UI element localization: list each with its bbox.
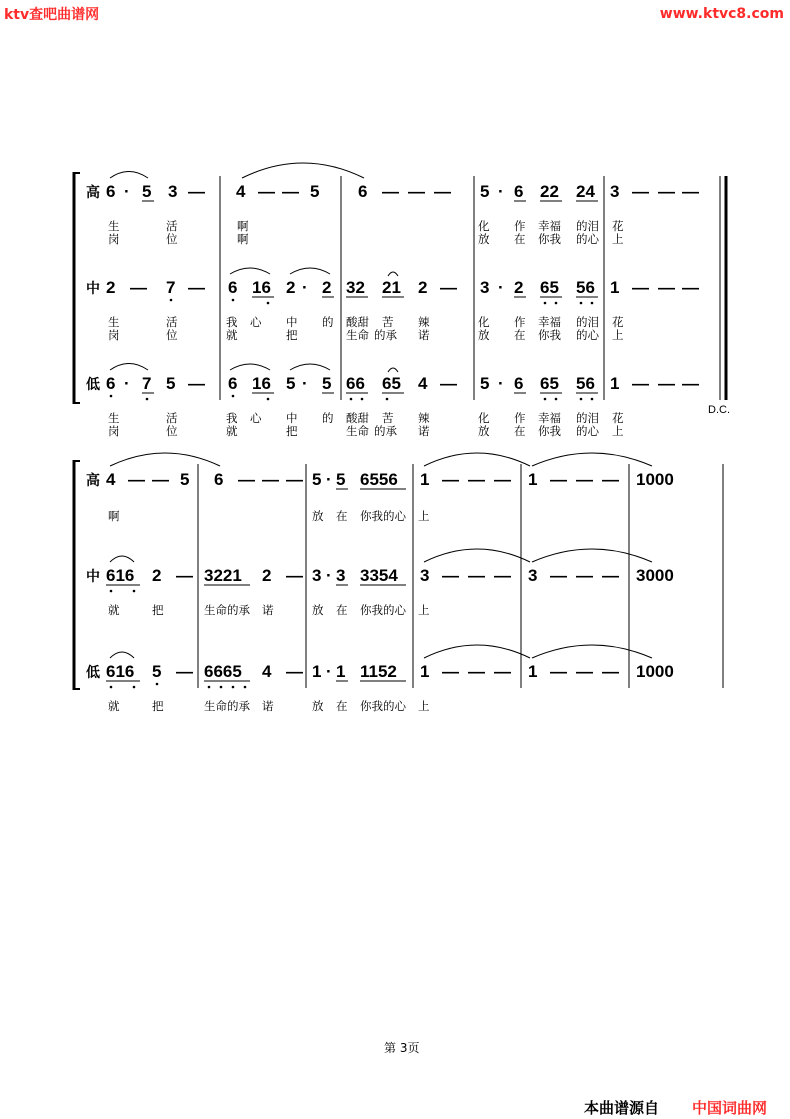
lyric: 诺 (418, 426, 430, 438)
note: 2 (286, 278, 296, 297)
tie (110, 453, 220, 466)
lyric: 在 (514, 426, 526, 438)
note: 6556 (360, 470, 398, 489)
note: 5 (180, 470, 190, 489)
dash: — (632, 182, 649, 201)
dash: — (408, 182, 425, 201)
dash: — (494, 566, 511, 585)
note: 1152 (360, 662, 397, 681)
note: 65 (540, 278, 559, 297)
dash: — (576, 662, 593, 681)
lyric: 辣 (418, 413, 430, 425)
lyric: 放 (312, 605, 324, 617)
lyric: 生 (108, 221, 120, 233)
note: 56 (576, 278, 595, 297)
lyrics-high (108, 219, 624, 246)
note: 1 (528, 470, 538, 489)
voice-label-high: 高 (86, 473, 100, 489)
note: 5 (312, 470, 322, 489)
dot: · (124, 182, 130, 201)
dot: · (124, 374, 130, 393)
lyric: 幸福 (538, 317, 561, 329)
lyric: 花 (612, 221, 624, 233)
lyric: 就 (226, 330, 238, 342)
lyric: 把 (152, 605, 164, 617)
note: 4 (106, 470, 116, 489)
note: 616 (106, 662, 135, 681)
tie (424, 645, 530, 658)
lyric: 上 (418, 701, 430, 713)
note: 3 (336, 566, 346, 585)
note: 2 (322, 278, 332, 297)
octave-dot (110, 590, 113, 593)
octave-dot (544, 302, 547, 305)
note: 3 (480, 278, 490, 297)
lyric: 生命的承 (204, 701, 250, 713)
lyrics-low (108, 699, 430, 713)
lyric: 心 (250, 413, 262, 425)
dash: — (550, 470, 567, 489)
slur (388, 368, 398, 372)
lyric: 你我 (538, 330, 561, 342)
lyric: 我 (226, 413, 238, 425)
dash: — (188, 374, 205, 393)
dash: — (176, 566, 193, 585)
footer-source-label: 本曲谱源自 (584, 1099, 660, 1117)
tie (424, 549, 530, 562)
octave-dot (156, 683, 159, 686)
dash: — (152, 470, 169, 489)
lyric: 的心 (576, 426, 599, 438)
lyric: 幸福 (538, 221, 561, 233)
octave-dot (591, 302, 594, 305)
dash: — (130, 278, 147, 297)
slur (388, 272, 398, 276)
dash: — (262, 470, 279, 489)
lyric: 作 (514, 221, 526, 233)
dash: — (682, 374, 699, 393)
octave-dot (133, 686, 136, 689)
lyric: 位 (166, 330, 178, 342)
octave-dot (220, 686, 223, 689)
note: 1 (528, 662, 538, 681)
note: 3 (528, 566, 538, 585)
tie (242, 163, 364, 178)
page-number: 第 3页 (384, 1041, 420, 1055)
lyric: 的 (322, 413, 334, 425)
note: 65 (540, 374, 559, 393)
slur (110, 172, 148, 179)
dash: — (632, 278, 649, 297)
note: 6 (228, 278, 238, 297)
dash: — (176, 662, 193, 681)
lyric: 就 (226, 426, 238, 438)
lyric: 花 (612, 413, 624, 425)
note: 3221 (204, 566, 242, 585)
dash: — (602, 470, 619, 489)
note: 616 (106, 566, 135, 585)
octave-dot (244, 686, 247, 689)
dash: — (468, 566, 485, 585)
dash: — (286, 662, 303, 681)
lyric: 上 (612, 234, 624, 246)
dash: — (440, 278, 457, 297)
lyric: 就 (108, 605, 120, 617)
right-watermark: www.ktvc8.com (659, 6, 784, 22)
octave-dot (544, 398, 547, 401)
note: 5 (152, 662, 162, 681)
lyric: 花 (612, 317, 624, 329)
lyric: 啊 (237, 221, 249, 233)
note: 6 (514, 374, 524, 393)
octave-dot (361, 398, 364, 401)
note: 5 (480, 182, 490, 201)
dash: — (442, 470, 459, 489)
lyric: 诺 (262, 701, 274, 713)
dot: · (302, 278, 308, 297)
tie (532, 645, 652, 658)
octave-dot (110, 395, 113, 398)
octave-dot (350, 398, 353, 401)
lyrics-mid (108, 603, 430, 617)
tie (532, 453, 652, 466)
dash: — (188, 182, 205, 201)
slur (290, 364, 330, 370)
lyric: 生命的承 (204, 605, 250, 617)
dash: — (632, 374, 649, 393)
note: 1000 (636, 470, 674, 489)
voice-label-high: 高 (86, 185, 100, 201)
lyric: 酸甜 (346, 413, 369, 425)
octave-dot (133, 590, 136, 593)
dash: — (188, 278, 205, 297)
lyric: 化 (478, 221, 490, 233)
octave-dot (580, 302, 583, 305)
lyric: 苦 (382, 413, 394, 425)
dot: · (498, 278, 504, 297)
dash: — (434, 182, 451, 201)
dash: — (682, 182, 699, 201)
left-watermark: ktv查吧曲谱网 (4, 7, 100, 23)
dash: — (442, 566, 459, 585)
lyric: 放 (312, 511, 324, 523)
lyric: 的泪 (576, 413, 599, 425)
lyric: 上 (418, 605, 430, 617)
lyric: 作 (514, 413, 526, 425)
lyric: 你我 (538, 234, 561, 246)
lyric: 心 (250, 317, 262, 329)
dash: — (442, 662, 459, 681)
lyric: 把 (152, 701, 164, 713)
note: 1 (610, 374, 620, 393)
note: 56 (576, 374, 595, 393)
dc-marking: D.C. (708, 404, 730, 416)
lyric: 生 (108, 413, 120, 425)
dot: · (326, 566, 332, 585)
lyric: 位 (166, 234, 178, 246)
lyric: 酸甜 (346, 317, 369, 329)
lyric: 的 (322, 317, 334, 329)
dot: · (498, 374, 504, 393)
octave-dot (267, 398, 270, 401)
dash: — (494, 662, 511, 681)
lyric: 的泪 (576, 221, 599, 233)
note: 3 (610, 182, 620, 201)
lyric: 活 (166, 317, 178, 329)
lyric: 化 (478, 413, 490, 425)
lyric: 诺 (418, 330, 430, 342)
note: 6 (214, 470, 224, 489)
lyric: 在 (336, 511, 348, 523)
lyric: 辣 (418, 317, 430, 329)
note: 1 (420, 470, 430, 489)
note: 5 (142, 182, 152, 201)
lyric: 上 (612, 426, 624, 438)
lyric: 放 (312, 701, 324, 713)
dash: — (658, 182, 675, 201)
dash: — (468, 470, 485, 489)
lyric: 啊 (237, 234, 249, 246)
lyric: 诺 (262, 605, 274, 617)
octave-dot (555, 398, 558, 401)
dash: — (576, 470, 593, 489)
dash: — (550, 662, 567, 681)
note: 65 (382, 374, 401, 393)
lyric: 岗 (108, 234, 120, 246)
note: 4 (236, 182, 246, 201)
octave-dot (146, 398, 149, 401)
note: 1 (610, 278, 620, 297)
lyric: 生命 (346, 330, 369, 342)
slur (110, 364, 148, 371)
lyric: 生 (108, 317, 120, 329)
octave-dot (232, 395, 235, 398)
lyric: 放 (478, 330, 490, 342)
lyric: 在 (514, 330, 526, 342)
lyric: 你我的心 (360, 605, 406, 617)
dash: — (550, 566, 567, 585)
lyric: 化 (478, 317, 490, 329)
octave-dot (208, 686, 211, 689)
lyric: 在 (336, 701, 348, 713)
note: 7 (166, 278, 176, 297)
note: 3 (420, 566, 430, 585)
note: 5 (166, 374, 176, 393)
note: 6 (106, 182, 116, 201)
note: 2 (262, 566, 272, 585)
tie (424, 453, 530, 466)
note: 2 (106, 278, 116, 297)
note: 4 (418, 374, 428, 393)
note: 7 (142, 374, 152, 393)
dash: — (658, 278, 675, 297)
note: 2 (152, 566, 162, 585)
slur (230, 364, 270, 370)
lyric: 啊 (108, 511, 120, 523)
lyric: 岗 (108, 426, 120, 438)
system-1 (74, 163, 730, 438)
voice-label-low: 低 (86, 665, 100, 681)
octave-dot (110, 686, 113, 689)
lyric: 上 (612, 330, 624, 342)
lyric: 的心 (576, 234, 599, 246)
note: 5 (336, 470, 346, 489)
note: 4 (262, 662, 272, 681)
lyric: 你我 (538, 426, 561, 438)
octave-dot (232, 299, 235, 302)
lyric: 上 (418, 511, 430, 523)
note: 5 (322, 374, 332, 393)
footer-site-name[interactable]: 中国词曲网 (692, 1099, 768, 1117)
octave-dot (386, 398, 389, 401)
lyrics-low (108, 411, 624, 438)
note: 6 (514, 182, 524, 201)
dash: — (382, 182, 399, 201)
dash: — (602, 566, 619, 585)
lyric: 的承 (374, 426, 397, 438)
note: 2 (514, 278, 524, 297)
lyric: 苦 (382, 317, 394, 329)
dash: — (238, 470, 255, 489)
octave-dot (580, 398, 583, 401)
lyric: 放 (478, 426, 490, 438)
note: 24 (576, 182, 595, 201)
voice-label-mid: 中 (86, 569, 100, 585)
dash: — (258, 182, 275, 201)
tie (532, 549, 652, 562)
octave-dot (267, 302, 270, 305)
note: 1 (336, 662, 346, 681)
lyric: 位 (166, 426, 178, 438)
note: 6 (228, 374, 238, 393)
slur (290, 268, 330, 274)
note: 2 (418, 278, 428, 297)
dash: — (658, 374, 675, 393)
lyric: 放 (478, 234, 490, 246)
dot: · (326, 662, 332, 681)
note: 6665 (204, 662, 242, 681)
note: 16 (252, 278, 271, 297)
slur (230, 268, 270, 274)
note: 6 (358, 182, 368, 201)
octave-dot (232, 686, 235, 689)
note: 66 (346, 374, 365, 393)
octave-dot (591, 398, 594, 401)
slur (110, 556, 134, 562)
lyric: 中 (286, 317, 298, 329)
lyric: 的心 (576, 330, 599, 342)
dash: — (282, 182, 299, 201)
dash: — (286, 470, 303, 489)
voice-label-mid: 中 (86, 281, 100, 297)
lyric: 就 (108, 701, 120, 713)
lyric: 活 (166, 413, 178, 425)
slur (110, 652, 134, 658)
note: 1 (312, 662, 322, 681)
lyric: 在 (514, 234, 526, 246)
note: 5 (286, 374, 296, 393)
note: 6 (106, 374, 116, 393)
note: 3354 (360, 566, 398, 585)
dash: — (494, 470, 511, 489)
note: 5 (480, 374, 490, 393)
lyric: 在 (336, 605, 348, 617)
note: 3 (168, 182, 178, 201)
note: 22 (540, 182, 559, 201)
dash: — (576, 566, 593, 585)
note: 21 (382, 278, 401, 297)
dash: — (128, 470, 145, 489)
octave-dot (555, 302, 558, 305)
dash: — (286, 566, 303, 585)
lyric: 岗 (108, 330, 120, 342)
dash: — (682, 278, 699, 297)
lyric: 把 (286, 426, 298, 438)
lyric: 生命 (346, 426, 369, 438)
lyrics-high (108, 509, 430, 523)
dot: · (498, 182, 504, 201)
voice-label-low: 低 (86, 377, 100, 393)
system-2 (74, 453, 723, 713)
note: 1000 (636, 662, 674, 681)
lyric: 你我的心 (360, 511, 406, 523)
note: 1 (420, 662, 430, 681)
note: 32 (346, 278, 365, 297)
note: 16 (252, 374, 271, 393)
note: 3000 (636, 566, 674, 585)
lyrics-mid (108, 315, 624, 342)
lyric: 的承 (374, 330, 397, 342)
octave-dot (170, 299, 173, 302)
lyric: 活 (166, 221, 178, 233)
lyric: 我 (226, 317, 238, 329)
dot: · (302, 374, 308, 393)
dash: — (440, 374, 457, 393)
lyric: 作 (514, 317, 526, 329)
lyric: 幸福 (538, 413, 561, 425)
dot: · (326, 470, 332, 489)
lyric: 中 (286, 413, 298, 425)
lyric: 你我的心 (360, 701, 406, 713)
lyric: 的泪 (576, 317, 599, 329)
lyric: 把 (286, 330, 298, 342)
dash: — (468, 662, 485, 681)
note: 3 (312, 566, 322, 585)
note: 5 (310, 182, 320, 201)
dash: — (602, 662, 619, 681)
